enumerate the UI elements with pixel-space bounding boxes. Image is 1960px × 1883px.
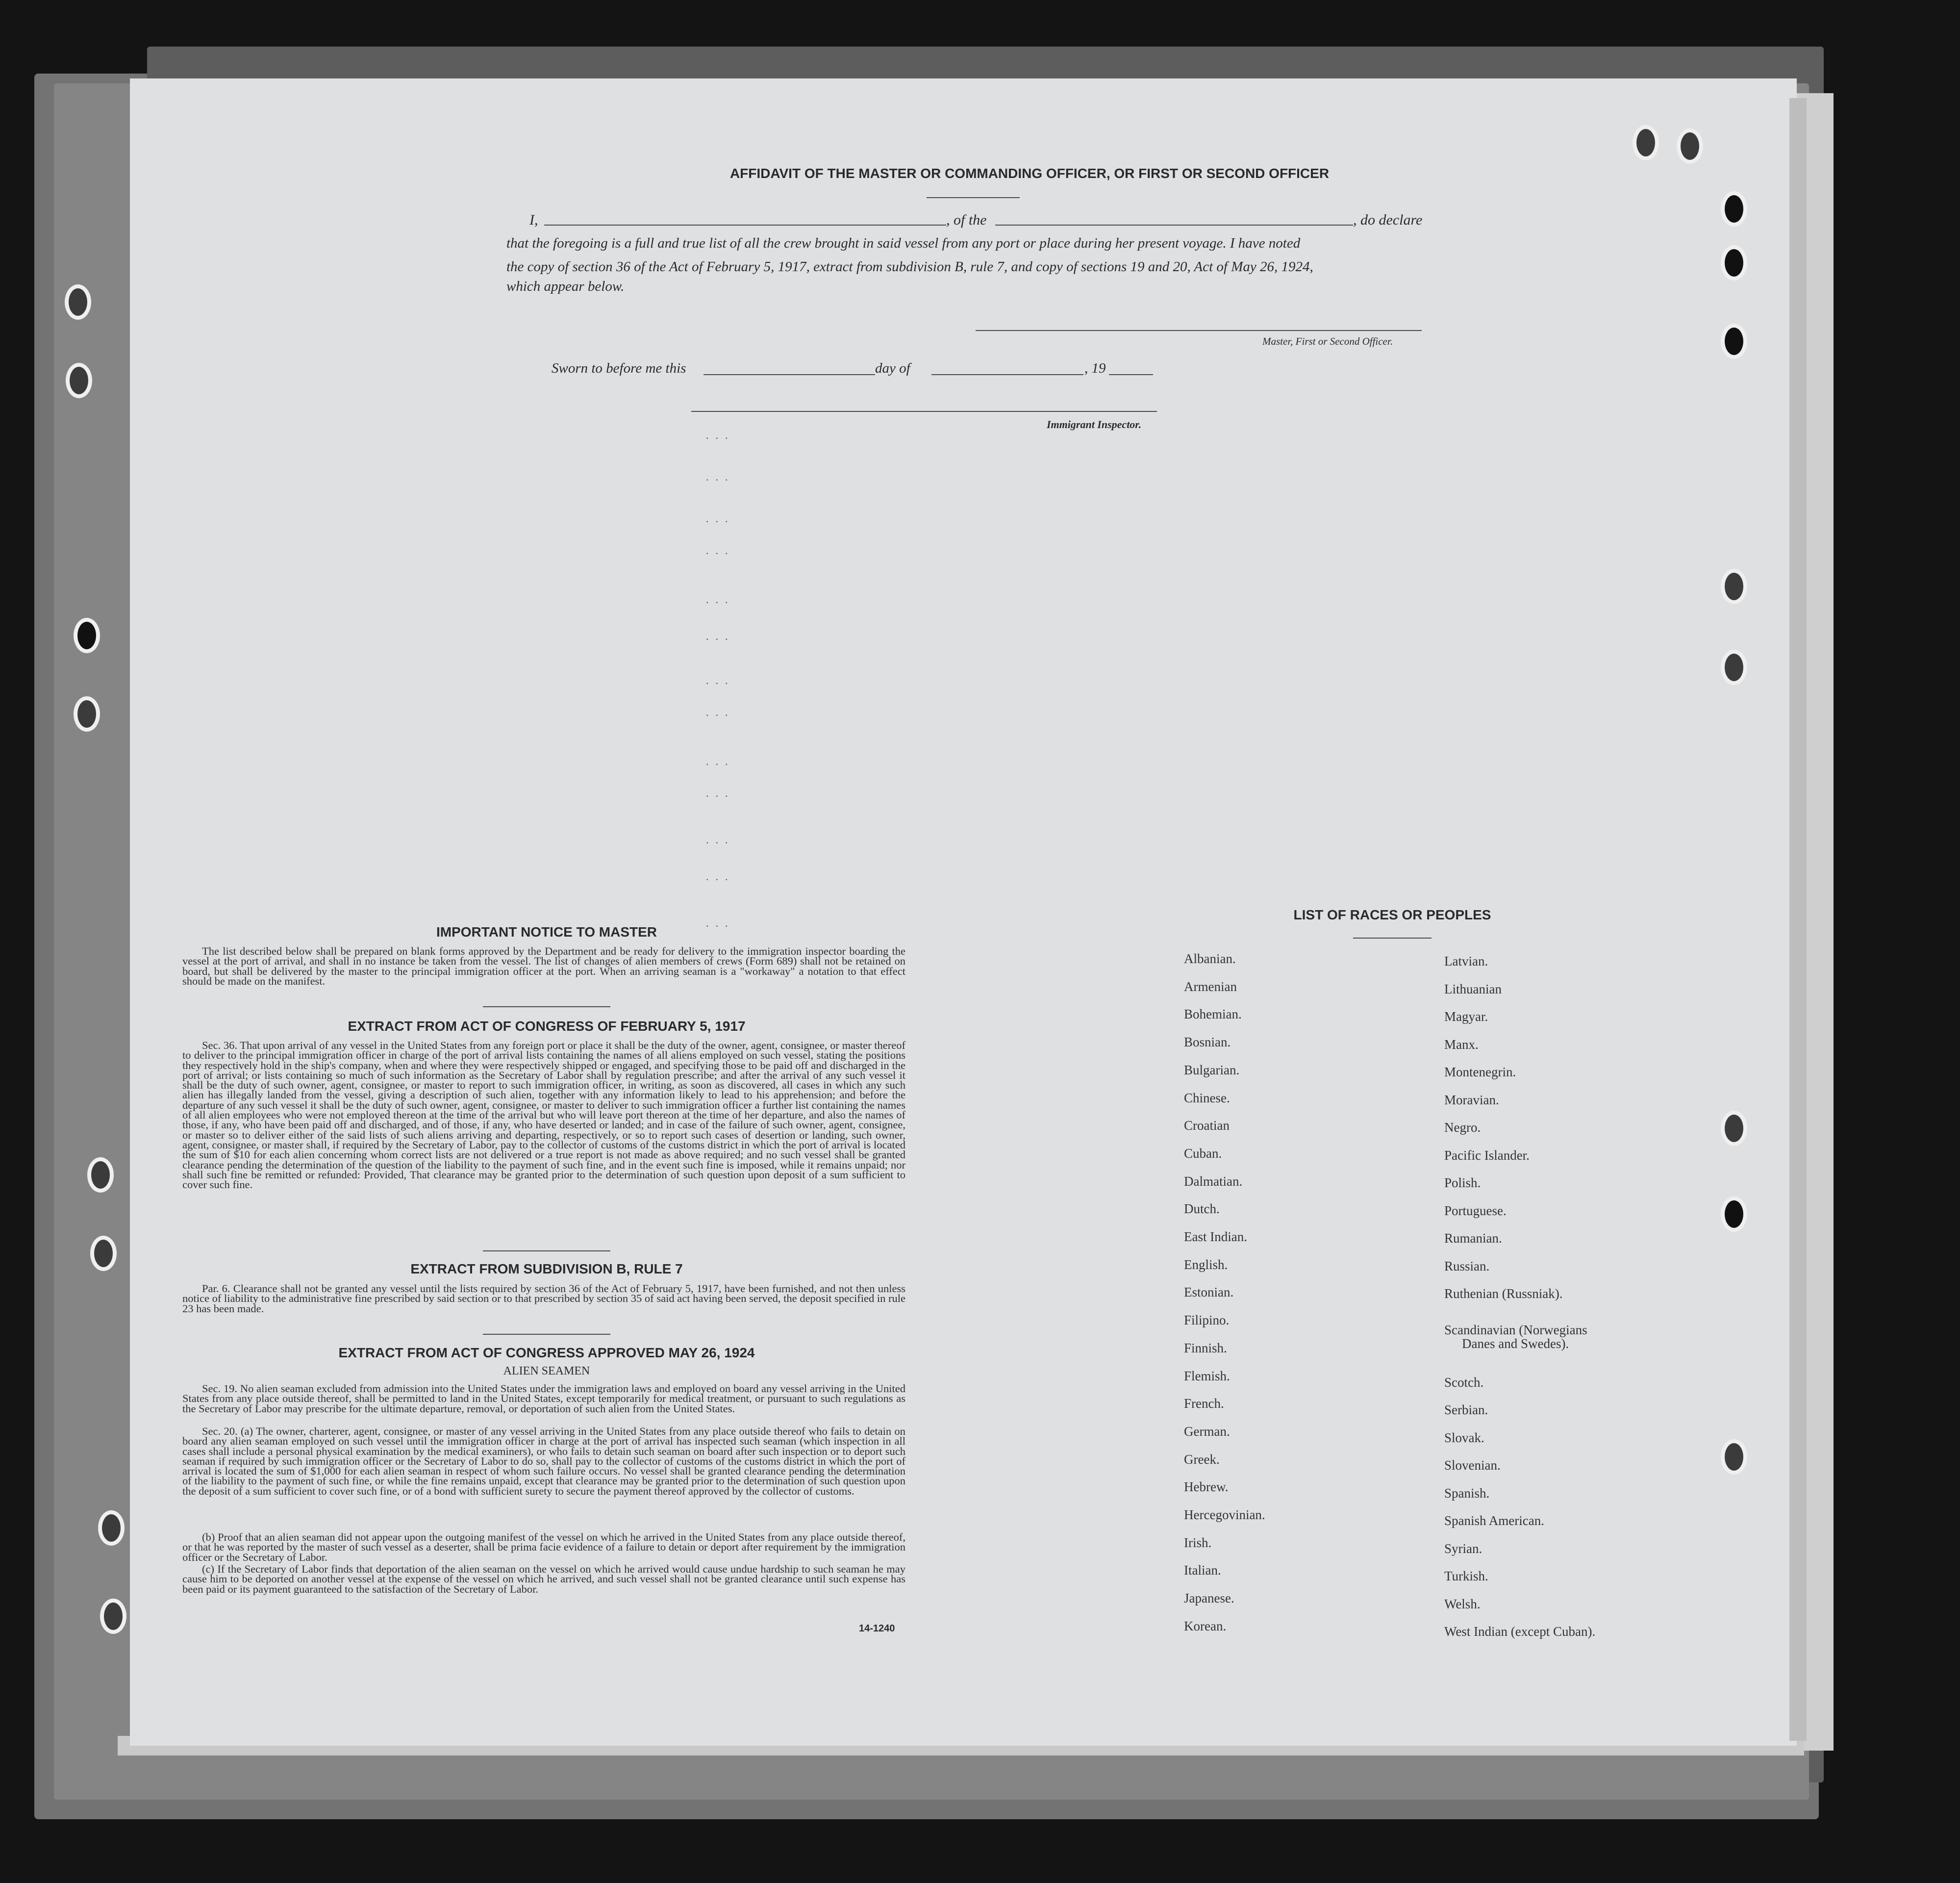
race-item: Turkish. <box>1444 1569 1488 1583</box>
race-item: Japanese. <box>1184 1591 1234 1605</box>
punch-hole-icon <box>90 1236 117 1271</box>
notice-text: The list described below shall be prepared on blank forms approved by the Department and be ready for delivery to the immigration inspector boarding the vessel at the port of arrival, and shall in no instance be taken from the vessel. The list of changes of alien members of crews (Form 689) shall not be retained on board, but shall be delivered by the master to the principal immigration officer at the port. When an arriving seaman is a "workaway" a notation to that effect should be made on the manifest. <box>182 945 905 987</box>
affidavit-of-the: , of the <box>946 212 987 228</box>
race-item: Italian. <box>1184 1563 1221 1578</box>
race-item: Korean. <box>1184 1619 1227 1633</box>
race-item: Spanish. <box>1444 1486 1490 1501</box>
race-item: German. <box>1184 1424 1230 1439</box>
race-item: Magyar. <box>1444 1009 1488 1024</box>
dot-marks: ... <box>706 593 735 606</box>
punch-hole-icon <box>1721 245 1747 280</box>
extract-1917-title: EXTRACT FROM ACT OF CONGRESS OF FEBRUARY 5, 1917 <box>348 1018 746 1034</box>
race-item: Irish. <box>1184 1535 1212 1550</box>
dot-marks: ... <box>706 834 735 846</box>
race-item: Montenegrin. <box>1444 1065 1516 1079</box>
race-item: Flemish. <box>1184 1369 1230 1383</box>
page-right-edge <box>1789 98 1807 1741</box>
inspector-label: Immigrant Inspector. <box>1047 418 1142 431</box>
sworn-prefix: Sworn to before me this <box>552 360 686 376</box>
punch-hole-icon <box>1721 191 1747 227</box>
sworn-day-blank[interactable] <box>704 374 875 375</box>
race-item: Welsh. <box>1444 1597 1481 1611</box>
race-item: Serbian. <box>1444 1402 1488 1417</box>
race-item: Slovak. <box>1444 1430 1484 1445</box>
dot-marks: ... <box>706 630 735 642</box>
race-item: Dutch. <box>1184 1201 1220 1216</box>
name-blank[interactable] <box>544 225 946 226</box>
extract-1924-sec20b: (b) Proof that an alien seaman did not appear upon the outgoing manifest of the vessel on which he arrived in the United States from any place outside thereof, or that he was reported by the master of such vessel as a deserter, shall be prima facie evidence of a failure to detain or deport after requirement by the immigration officer or the Secretary of Labor. <box>182 1531 905 1563</box>
race-item: Manx. <box>1444 1037 1479 1052</box>
vessel-blank[interactable] <box>995 225 1353 226</box>
race-item: Portuguese. <box>1444 1203 1507 1218</box>
affidavit-title: AFFIDAVIT OF THE MASTER OR COMMANDING OFFICER, OR FIRST OR SECOND OFFICER <box>729 166 1330 181</box>
race-item: Pacific Islander. <box>1444 1148 1530 1163</box>
divider <box>483 1250 610 1251</box>
dot-marks: ... <box>706 787 735 799</box>
race-item: West Indian (except Cuban). <box>1444 1624 1596 1639</box>
dot-marks: ... <box>706 870 735 883</box>
dot-marks: ... <box>706 917 735 929</box>
extract-1924-title: EXTRACT FROM ACT OF CONGRESS APPROVED MAY 26, 1924 <box>338 1345 755 1360</box>
race-item: Estonian. <box>1184 1285 1234 1299</box>
race-item: Greek. <box>1184 1452 1220 1467</box>
race-item: English. <box>1184 1257 1228 1272</box>
race-item: Bosnian. <box>1184 1035 1231 1049</box>
dot-marks: ... <box>706 674 735 687</box>
dot-marks: ... <box>706 512 735 525</box>
race-item: Negro. <box>1444 1120 1481 1135</box>
race-item: Hercegovinian. <box>1184 1507 1265 1522</box>
punch-hole-icon <box>1721 569 1747 604</box>
extract-rule7-title: EXTRACT FROM SUBDIVISION B, RULE 7 <box>410 1261 683 1276</box>
dot-marks: ... <box>706 471 735 483</box>
race-item: Finnish. <box>1184 1341 1227 1355</box>
extract-1917-text: Sec. 36. That upon arrival of any vessel in the United States from any foreign port or place it shall be the duty of the owner, agent, consignee, or master thereof to deliver to the principal immigration officer in charge of the port of arrival lists containing the names of all aliens employed on such vessel, stating the positions they respectively hold in the ship's company, when and where they were respectively shipped or engaged, and specifying those to be paid off and discharged in the port of arrival; or lists containing so much of such information as the Secretary of Labor shall by regulation prescribe; and after the arrival of any such vessel it shall be the duty of such owner, agent, consignee, or master to report to such immigration officer, in writing, as soon as discovered, all cases in which any such alien has illegally landed from the vessel, giving a description of such alien, together with any information likely to lead to his apprehension; and before the departure of any such vessel it shall be the duty of such owner, agent, consignee, or master to deliver to such immigration officer a further list containing the names of all alien employees who were not employed thereon at the time of the arrival but who will leave port thereon at the time of her departure, and also the names of those, if any, who have been paid off and discharged, and of those, if any, who have deserted or landed; and in case of the failure of such owner, agent, consignee, or master so to deliver either of the said lists of such aliens arriving and departing, respectively, or so to report such cases of desertion or landing, such owner, agent, consignee, or master shall, if required by the Secretary of Labor, pay to the collector of customs of the customs district in which the port of arrival is located the sum of $10 for each alien concerning whom correct lists are not delivered or a true report is not made as above required; and no such vessel shall be granted clearance pending the determination of the question of the liability to the payment of such fine, and in the event such fine is imposed, while it remains unpaid; nor shall such fine be remitted or refunded: Provided, That clearance may be granted prior to the determination of such question upon deposit of a sum sufficient to cover such fine. <box>182 1039 905 1191</box>
affidavit-line2: that the foregoing is a full and true list of all the crew brought in said vessel from any port or place during her present voyage. I have noted <box>506 235 1301 251</box>
affidavit-line4: which appear below. <box>506 279 625 294</box>
dot-marks: ... <box>706 755 735 767</box>
race-item: Ruthenian (Russniak). <box>1444 1286 1563 1301</box>
race-item: Albanian. <box>1184 951 1236 966</box>
race-item: French. <box>1184 1396 1224 1411</box>
race-item: Chinese. <box>1184 1091 1230 1105</box>
extract-1924-sec19: Sec. 19. No alien seaman excluded from admission into the United States under the immigration laws and employed on board any vessel arriving in the United States from any place outside thereof, shall be permitted to land in the United States, except temporarily for medical treatment, or pursuant to such regulations as the Secretary of Labor may prescribe for the ultimate departure, removal, or deportation of such alien from the United States. <box>182 1382 905 1415</box>
punch-hole-icon <box>1721 650 1747 685</box>
races-title: LIST OF RACES OR PEOPLES <box>1293 907 1491 922</box>
race-item: Scotch. <box>1444 1375 1484 1390</box>
divider <box>483 1006 610 1007</box>
punch-hole-icon <box>66 363 92 398</box>
race-item: Slovenian. <box>1444 1458 1501 1473</box>
sworn-day-of: day of <box>875 360 910 376</box>
dot-marks: ... <box>706 706 735 718</box>
affidavit-line3: the copy of section 36 of the Act of February 5, 1917, extract from subdivision B, rule 7, and copy of sections 19 and 20, Act of May 26, 1924, <box>506 259 1313 275</box>
notice-title: IMPORTANT NOTICE TO MASTER <box>436 924 657 940</box>
dot-marks: ... <box>706 544 735 557</box>
race-item: East Indian. <box>1184 1229 1247 1244</box>
race-item: Lithuanian <box>1444 982 1502 996</box>
extract-1924-sec20a: Sec. 20. (a) The owner, charterer, agent, consignee, or master of any vessel arriving in the United States from any place outside thereof who fails to detain on board any alien seaman employed on such vessel until the immigration officer in charge at the port of arrival has inspected such seaman (which inspection in all cases shall include a personal physical examination by the medical examiners), or who fails to detain such seaman on board after such inspection or to deport such seaman if required by such immigration officer or the Secretary of Labor to do so, shall pay to the collector of customs of the customs district in which the port of arrival is located the sum of $1,000 for each alien seaman in respect of whom such failure occurs. No vessel shall be granted clearance pending the determination of the liability to the payment of such fine, or while the fine remains unpaid, except that clearance may be granted prior to the determination of such question upon the deposit of a sum sufficient to cover such fine, or of a bond with sufficient surety to secure the payment thereof approved by the collector of customs. <box>182 1425 905 1497</box>
punch-hole-icon <box>1677 128 1703 164</box>
punch-hole-icon <box>74 696 100 732</box>
dot-marks: ... <box>706 429 735 441</box>
punch-hole-icon <box>1721 324 1747 359</box>
divider <box>1353 938 1432 939</box>
extract-1924-sec20c: (c) If the Secretary of Labor finds that deportation of the alien seaman on the vessel on which he arrived would cause undue hardship to such seaman he may cause him to be deported on another vessel at the expense of the vessel on which he arrived, and such vessel shall not be granted clearance until such expense has been paid or its payment guaranteed to the satisfaction of the Secretary of Labor. <box>182 1563 905 1595</box>
race-item: Scandinavian (Norwegians <box>1444 1323 1587 1337</box>
affidavit-declare: , do declare <box>1353 212 1423 228</box>
sworn-year-blank[interactable] <box>1109 374 1153 375</box>
race-item: Latvian. <box>1444 954 1488 968</box>
sworn-month-blank[interactable] <box>931 374 1083 375</box>
form-number: 14-1240 <box>859 1623 895 1634</box>
master-signature-label: Master, First or Second Officer. <box>1262 335 1393 347</box>
punch-hole-icon <box>65 284 91 320</box>
race-item: Croatian <box>1184 1118 1230 1133</box>
race-item: Bohemian. <box>1184 1007 1242 1021</box>
race-item: Rumanian. <box>1444 1231 1502 1246</box>
race-item: Armenian <box>1184 979 1237 994</box>
punch-hole-icon <box>100 1599 126 1634</box>
race-item: Bulgarian. <box>1184 1063 1240 1077</box>
race-item: Spanish American. <box>1444 1513 1544 1528</box>
extract-1924-subtitle: ALIEN SEAMEN <box>503 1365 590 1377</box>
punch-hole-icon <box>1721 1439 1747 1475</box>
punch-hole-icon <box>98 1510 125 1546</box>
race-item: Syrian. <box>1444 1541 1483 1556</box>
affidavit-i: I, <box>529 212 538 228</box>
race-item: Cuban. <box>1184 1146 1222 1161</box>
divider <box>483 1334 610 1335</box>
punch-hole-icon <box>1633 125 1659 160</box>
race-item: Moravian. <box>1444 1093 1499 1107</box>
race-item: Polish. <box>1444 1175 1481 1190</box>
race-item: Danes and Swedes). <box>1462 1336 1569 1351</box>
race-item: Russian. <box>1444 1259 1490 1273</box>
punch-hole-icon <box>74 618 100 653</box>
race-item: Hebrew. <box>1184 1479 1229 1494</box>
punch-hole-icon <box>87 1157 114 1193</box>
sworn-year: , 19 <box>1084 360 1106 376</box>
master-signature-line[interactable] <box>976 330 1422 331</box>
punch-hole-icon <box>1721 1196 1747 1232</box>
race-item: Filipino. <box>1184 1313 1230 1327</box>
divider <box>927 197 1020 198</box>
inspector-signature-line[interactable] <box>691 411 1157 412</box>
race-item: Dalmatian. <box>1184 1174 1243 1189</box>
extract-rule7-text: Par. 6. Clearance shall not be granted any vessel until the lists required by section 36 of the Act of February 5, 1917, have been furnished, and not then unless notice of liability to the administrative fine prescribed by said section or to that prescribed by section 35 of said act having been served, the deposit specified in rule 23 has been made. <box>182 1282 905 1315</box>
punch-hole-icon <box>1721 1111 1747 1146</box>
